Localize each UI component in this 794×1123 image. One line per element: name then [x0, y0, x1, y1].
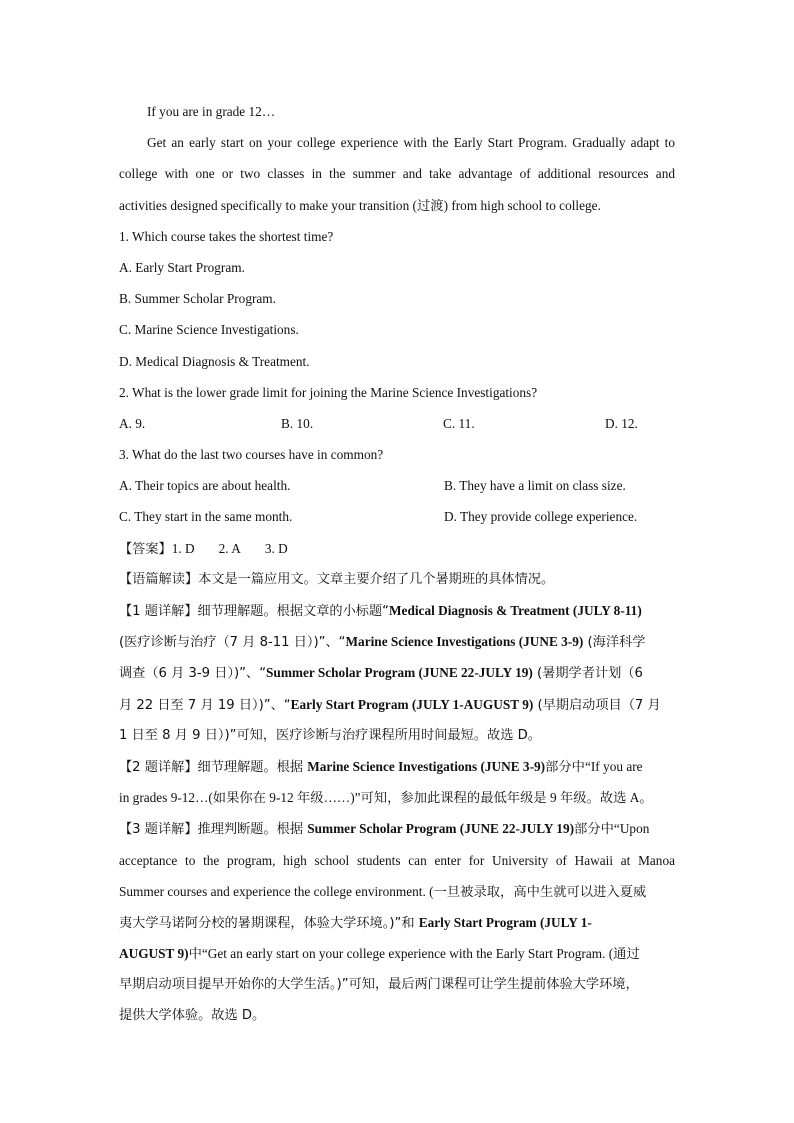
- question-3-option-d: D. They provide college experience.: [444, 509, 638, 525]
- q2-text: 部分中“If you are: [545, 758, 643, 774]
- question-3-options-row-1: [119, 470, 675, 501]
- q1-text: (医疗诊断与治疗（7 月 8-11 日）)”、“: [119, 635, 346, 651]
- answer-line: [119, 533, 675, 564]
- intro-paragraph-line-2: college with one or two classes in the summer and take advantage of additional resources and: [119, 166, 675, 182]
- answer-label: 【答案】: [119, 541, 172, 557]
- q3-explanation-line-6: 早期启动项目提早开始你的大学生活。)”可知，最后两门课程可让学生提前体验大学环境，: [119, 977, 639, 993]
- question-1-option-b: B. Summer Scholar Program.: [119, 291, 276, 307]
- q3-title-early: Early Start Program (JULY 1-: [418, 914, 592, 930]
- question-2-options: [119, 408, 675, 439]
- q1-text: (海洋科学: [583, 635, 646, 651]
- question-3-stem: 3. What do the last two courses have in common?: [119, 447, 384, 463]
- q3-title-summer: Summer Scholar Program (JUNE 22-JULY 19): [307, 821, 575, 837]
- question-3-options-row-2: [119, 501, 675, 532]
- question-2-stem: 2. What is the lower grade limit for joining the Marine Science Investigations?: [119, 384, 538, 400]
- q2-explanation-line-2: in grades 9-12…(如果你在 9-12 年级……)”可知，参加此课程的最低年级是 9 年级。故选 A。: [119, 790, 653, 806]
- q1-text: 细节理解题。根据文章的小标题“: [197, 604, 389, 619]
- q3-explanation-line-5: [119, 938, 675, 969]
- document-page: [119, 96, 675, 1032]
- question-1-option-c: C. Marine Science Investigations.: [119, 322, 299, 338]
- q2-title-marine: Marine Science Investigations (JUNE 3-9): [307, 758, 546, 774]
- answer-3: 3. D: [264, 540, 288, 556]
- reading-text: 本文是一篇应用文。文章主要介绍了几个暑期班的具体情况。: [198, 571, 555, 587]
- answer-2: 2. A: [218, 540, 241, 556]
- q3-explanation-line-1: [119, 813, 675, 844]
- question-2-option-d: D. 12.: [605, 415, 638, 431]
- intro-heading: If you are in grade 12…: [147, 104, 276, 119]
- q2-explanation-line-1: [119, 751, 675, 782]
- q1-explanation-line-1: [119, 595, 675, 626]
- q3-text: 部分中“Upon: [574, 821, 650, 837]
- q1-text: (暑期学者计划（6: [532, 666, 643, 682]
- q2-label: 【2 题详解】: [119, 759, 198, 775]
- q1-title-medical: Medical Diagnosis & Treatment (JULY 8-11): [389, 603, 642, 618]
- answer-1: 1. D: [171, 540, 195, 556]
- q1-text: (早期启动项目（7 月: [533, 697, 661, 713]
- q3-text: 中“Get an early start on your college experience with the Early Start Program. (通过: [188, 946, 640, 962]
- q1-explanation-line-3: [119, 657, 675, 688]
- q1-title-summer: Summer Scholar Program (JUNE 22-JULY 19): [266, 665, 533, 681]
- reading-line: [119, 564, 675, 595]
- question-3-option-c: C. They start in the same month.: [119, 509, 293, 525]
- q1-title-marine: Marine Science Investigations (JUNE 3-9): [345, 634, 584, 650]
- q3-text: 夷大学马诺阿分校的暑期课程，体验大学环境。)”和: [119, 915, 419, 931]
- question-2-option-c: C. 11.: [443, 415, 475, 431]
- q3-title-early-end: AUGUST 9): [119, 946, 189, 962]
- q1-explanation-line-5: 1 日至 8 月 9 日）)”可知，医疗诊断与治疗课程所用时间最短。故选 D。: [119, 727, 541, 743]
- question-3-option-b: B. They have a limit on class size.: [444, 478, 626, 494]
- q1-text: 月 22 日至 7 月 19 日）)”、“: [119, 697, 291, 713]
- question-3-option-a: A. Their topics are about health.: [119, 478, 291, 494]
- intro-paragraph-line-3: activities designed specifically to make your transition (过渡) from high school to college.: [119, 197, 601, 213]
- q3-text: 推理判断题。根据: [197, 822, 308, 838]
- question-1-option-a: A. Early Start Program.: [119, 259, 245, 275]
- q1-explanation-line-2: [119, 626, 675, 657]
- question-1-option-d: D. Medical Diagnosis & Treatment.: [119, 353, 310, 369]
- reading-label: 【语篇解读】: [119, 571, 199, 587]
- question-2-option-b: B. 10.: [281, 415, 314, 431]
- q3-explanation-line-7: 提供大学体验。故选 D。: [119, 1008, 266, 1024]
- q1-text: 调查（6 月 3-9 日）)”、“: [119, 666, 267, 682]
- q3-explanation-line-4: [119, 907, 675, 938]
- intro-paragraph-line-1: Get an early start on your college experience with the Early Start Program. Gradually adapt to: [147, 135, 675, 151]
- q3-explanation-line-3: Summer courses and experience the college environment. (一旦被录取，高中生就可以进入夏威: [119, 883, 647, 899]
- q2-text: 细节理解题。根据: [197, 759, 308, 775]
- question-1-stem: 1. Which course takes the shortest time?: [119, 228, 334, 244]
- q1-label: 【1 题详解】: [119, 604, 198, 619]
- q3-label: 【3 题详解】: [119, 822, 198, 838]
- question-2-option-a: A. 9.: [119, 415, 146, 431]
- q3-explanation-line-2: acceptance to the program, high school students can enter for University of Hawaii at Manoa: [119, 852, 675, 868]
- q1-title-early: Early Start Program (JULY 1-AUGUST 9): [290, 696, 534, 712]
- q1-explanation-line-4: [119, 689, 675, 720]
